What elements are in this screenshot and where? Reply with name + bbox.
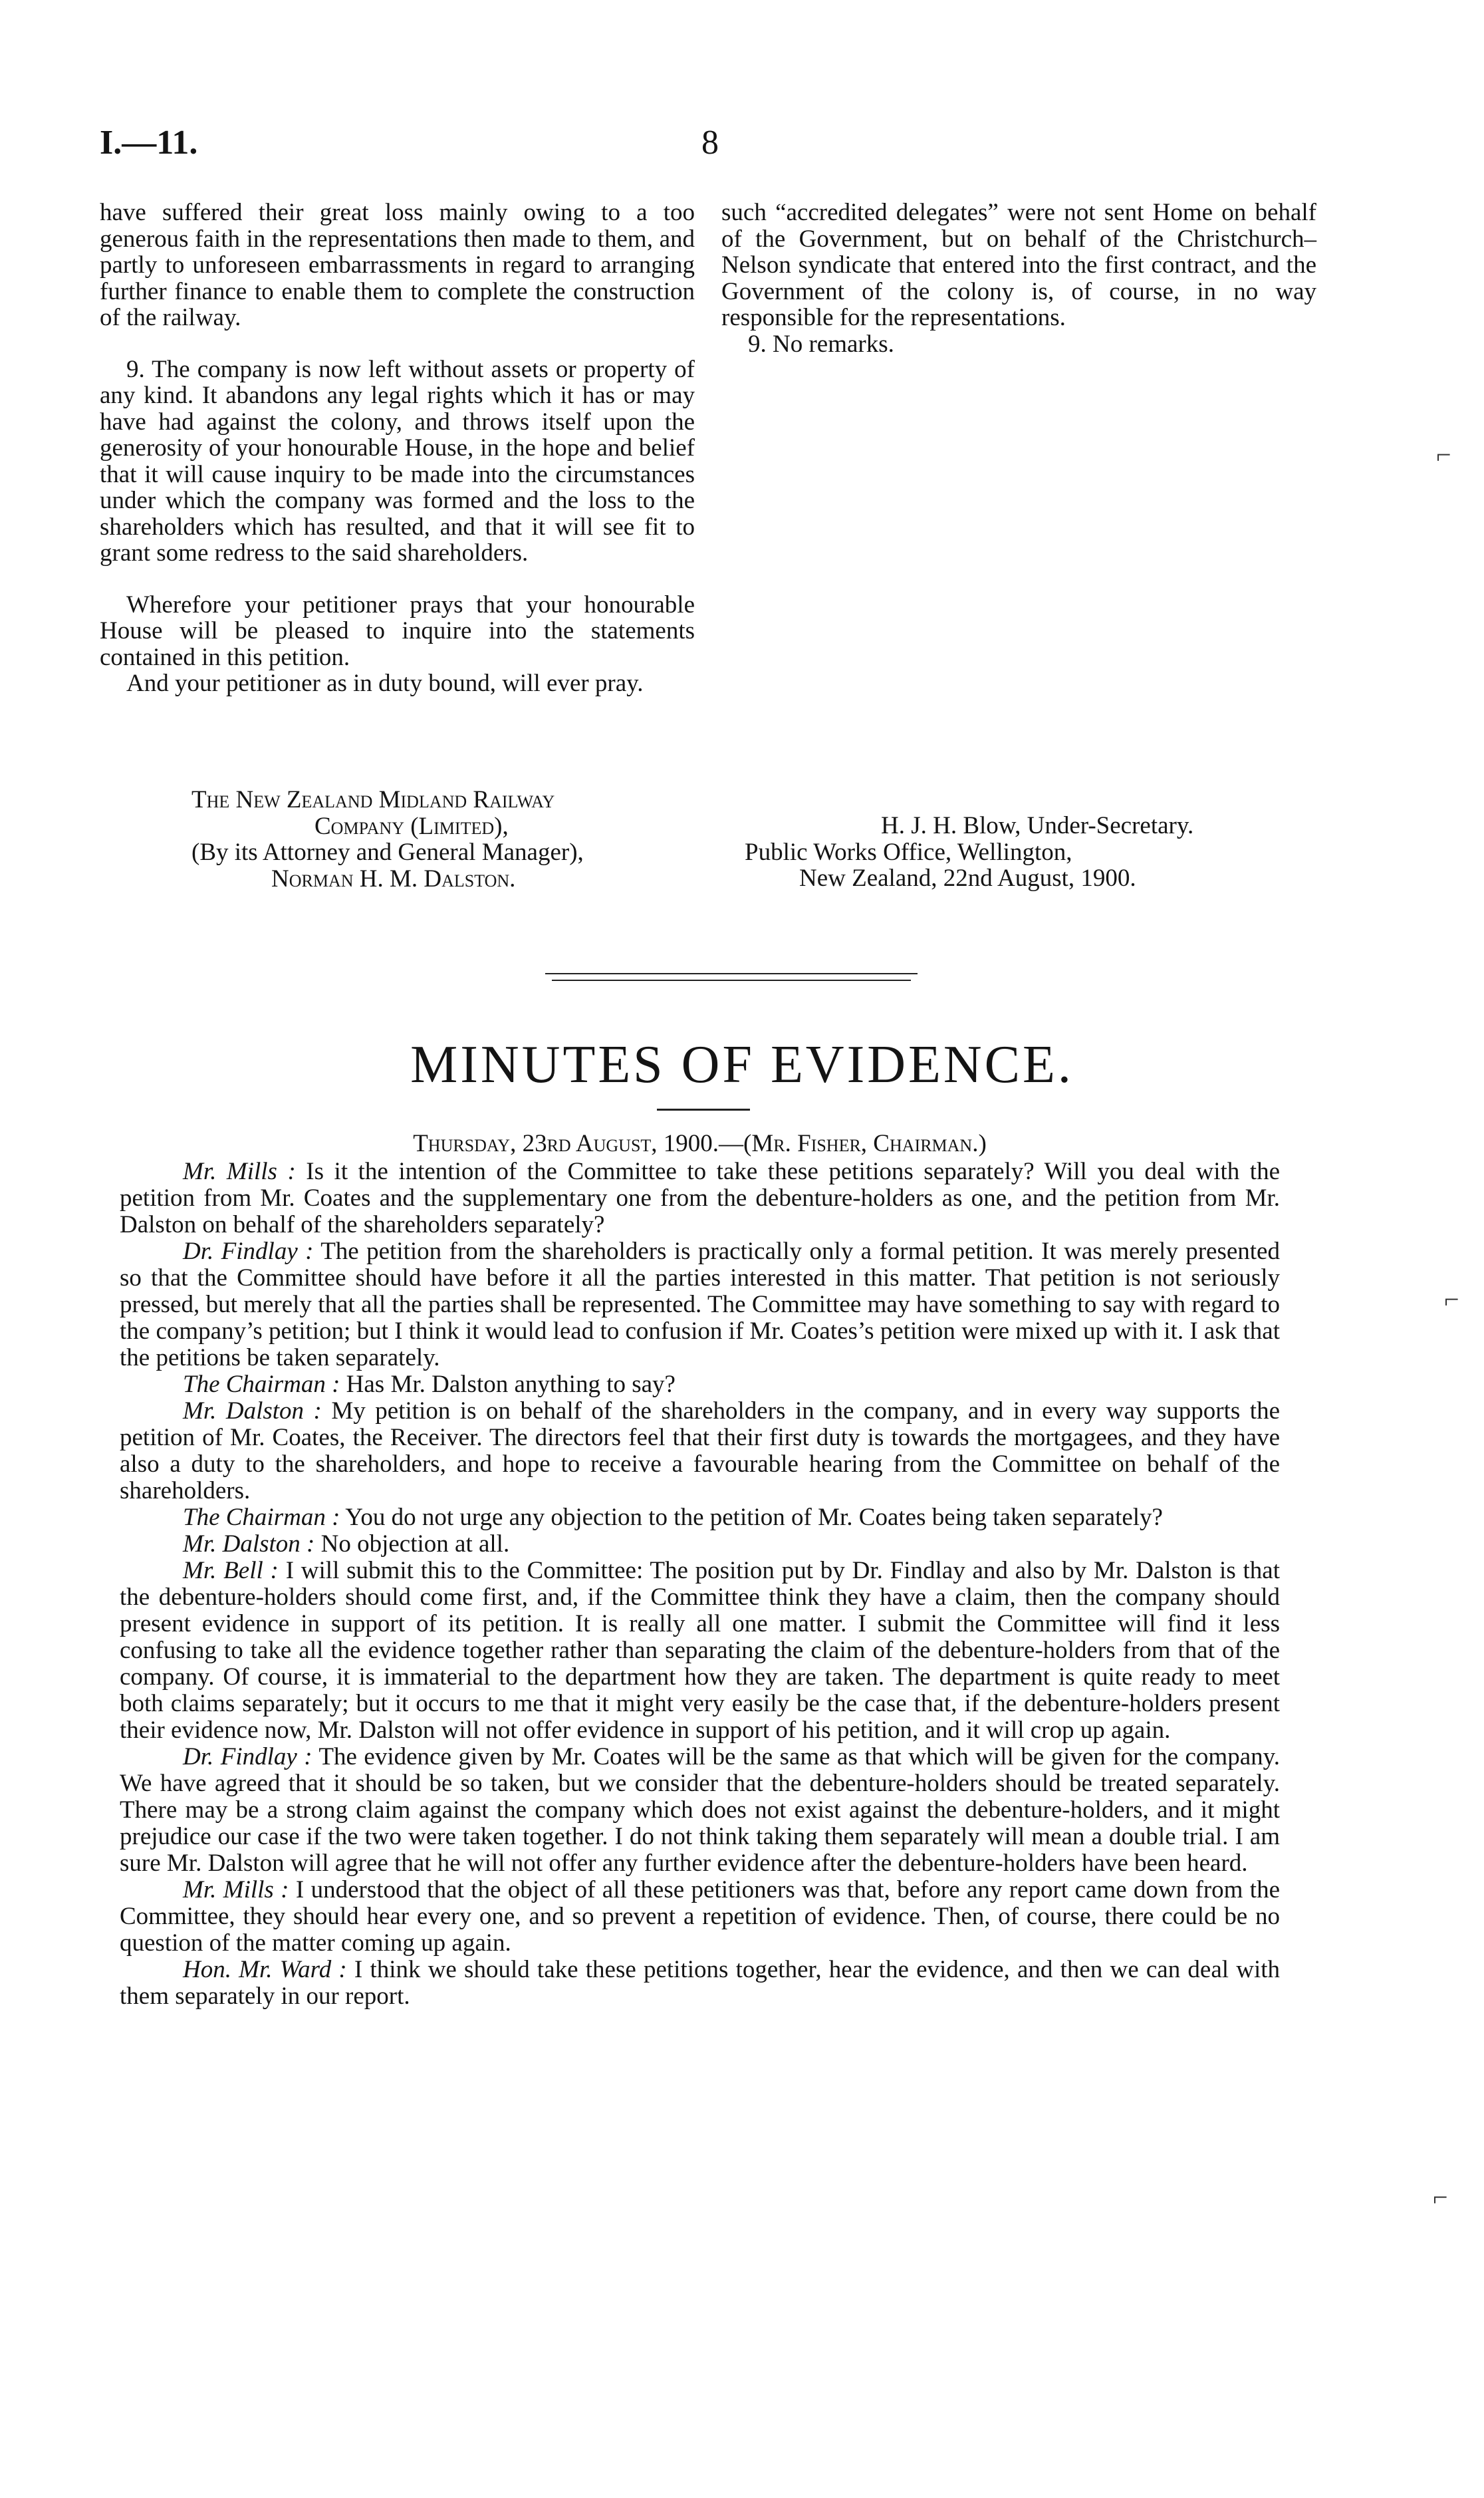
speaker: The Chairman :	[183, 1371, 340, 1398]
petitioner-signature	[191, 787, 584, 892]
section-divider-bottom	[552, 980, 911, 981]
speaker: Dr. Findlay :	[183, 1743, 312, 1770]
speaker: Hon. Mr. Ward :	[183, 1956, 347, 1983]
evidence-entry	[120, 1398, 1280, 1504]
statement: The petition from the shareholders is practically only a formal petition. It was merely presented so that the Committee should have before it all the parties interested in this matter. That petition is not seriously pressed, but merely that all the parties shall be represented. The Committee may have something to say with regard to the company’s petition; but I think it would lead to confusion if Mr. Coates’s petition were mixed up with it. I ask that the petitions be taken separately.	[120, 1238, 1280, 1371]
left-paragraph-3: Wherefore your petitioner prays that your honourable House will be pleased to inquire into the statements contained in this petition.	[100, 591, 695, 671]
statement: I understood that the object of all these petitioners was that, before any report came down from the Committee, they should hear every one, and so prevent a repetition of evidence. Then, of course, there could be no question of the matter coming up again.	[120, 1876, 1280, 1957]
statement: You do not urge any objection to the petition of Mr. Coates being taken separately?	[345, 1504, 1163, 1531]
evidence-entry	[120, 1877, 1280, 1957]
speaker: Mr. Dalston :	[183, 1530, 315, 1558]
left-paragraph-2: 9. The company is now left without assets or property of any kind. It abandons any legal rights which it has or may have had against the colony, and throws itself upon the generosity of your honourable House, in the hope and belief that it will cause inquiry to be made into the circumstances under which the company was formed and the loss to the shareholders which has resulted, and that it will see fit to grant some redress to the said shareholders.	[100, 355, 695, 567]
right-paragraph-2: 9. No remarks.	[748, 330, 894, 358]
statement: I will submit this to the Committee: The position put by Dr. Findlay and also by Mr. Dalston is that the debenture-holders should come first, and, if the Committee think they have a claim, then the company should present evidence in support of its petition. It is really all one matter. I submit the Committee will find it less confusing to take all the evidence together rather than separating the claim of the debenture-holders from that of the company. Of course, it is immaterial to the department how they are taken. The department is quite ready to meet both claims separately; but it occurs to me that it might very easily be the case that, if the debenture-holders present their evidence now, Mr. Dalston will not offer evidence in support of his petition, and it will crop up again.	[120, 1557, 1280, 1744]
under-secretary-signature	[745, 813, 1193, 892]
left-paragraph-1: have suffered their great loss mainly owing to a too generous faith in the representations then made to them, and partly to unforeseen embarrassments in regard to arranging further finance to enable them to complete the construction of the railway.	[100, 199, 695, 331]
under-secretary-line-2: Public Works Office, Wellington,	[745, 838, 1072, 866]
statement: Has Mr. Dalston anything to say?	[346, 1371, 676, 1398]
right-column	[721, 200, 1316, 357]
title-underline	[657, 1109, 750, 1111]
signature-line-2: Company (Limited),	[314, 812, 509, 840]
margin-mark-icon: ⌐	[1436, 440, 1451, 470]
speaker: Mr. Dalston :	[183, 1397, 322, 1425]
speaker: Dr. Findlay :	[183, 1238, 314, 1265]
under-secretary-line-1: H. J. H. Blow, Under-Secretary.	[881, 812, 1194, 839]
evidence-entry	[120, 1531, 1280, 1558]
evidence-entry	[120, 1238, 1280, 1371]
page-number: 8	[701, 124, 719, 162]
minutes-body	[120, 1131, 1280, 2010]
speaker: Mr. Mills :	[183, 1876, 289, 1903]
signature-line-3: (By its Attorney and General Manager),	[191, 839, 584, 866]
speaker: Mr. Mills :	[183, 1158, 296, 1185]
statement: The evidence given by Mr. Coates will be the same as that which will be given for the company. We have agreed that it should be so taken, but we consider that the debenture-holders should be treated separately. There may be a strong claim against the company which does not exist against the debenture-holders, and it might prejudice our case if the two were taken together. I do not think taking them separately will mean a double trial. I am sure Mr. Dalston will agree that he will not offer any further evidence after the debenture-holders have been heard.	[120, 1743, 1280, 1877]
statement: No objection at all.	[320, 1530, 510, 1558]
statement: I think we should take these petitions together, hear the evidence, and then we can deal with them separately in our report.	[120, 1956, 1280, 2010]
margin-mark-icon: ⌐	[1444, 1284, 1459, 1314]
signature-line-4: Norman H. M. Dalston.	[271, 865, 516, 893]
evidence-entry	[120, 1371, 1280, 1398]
signature-line-1: The New Zealand Midland Railway	[191, 786, 555, 813]
speaker: Mr. Bell :	[183, 1557, 279, 1584]
evidence-entry	[120, 1744, 1280, 1877]
under-secretary-line-3: New Zealand, 22nd August, 1900.	[799, 865, 1136, 892]
statement: Is it the intention of the Committee to take these petitions separately? Will you deal with the petition from Mr. Coates and the supplementary one from the debenture-holders as one, and the petition from Mr. Dalston on behalf of the shareholders separately?	[120, 1158, 1280, 1238]
speaker: The Chairman :	[183, 1504, 340, 1531]
document-reference: I.—11.	[100, 124, 198, 162]
evidence-entry	[120, 1957, 1280, 2010]
right-paragraph-1: such “accredited delegates” were not sent Home on behalf of the Government, but on behalf of the Christchurch–Nelson syndicate that entered into the first contract, and the Government of the colony is, of course, in no way responsible for the representations.	[721, 199, 1316, 331]
section-divider-top	[545, 973, 918, 974]
left-column	[100, 200, 695, 697]
session-date: Thursday, 23rd August, 1900.—(Mr. Fisher, Chairman.)	[413, 1130, 987, 1157]
left-paragraph-4: And your petitioner as in duty bound, will ever pray.	[126, 670, 644, 697]
margin-mark-icon: ⌐	[1433, 2182, 1448, 2212]
evidence-entry	[120, 1558, 1280, 1744]
statement: My petition is on behalf of the shareholders in the company, and in every way supports the petition of Mr. Coates, the Receiver. The directors feel that their first duty is towards the mortgagees, and they have also a duty to the shareholders, and hope to receive a favourable hearing from the Committee on behalf of the shareholders.	[120, 1397, 1280, 1504]
evidence-entry	[120, 1504, 1280, 1531]
minutes-title: MINUTES OF EVIDENCE.	[410, 1036, 1074, 1094]
evidence-entry	[120, 1159, 1280, 1238]
